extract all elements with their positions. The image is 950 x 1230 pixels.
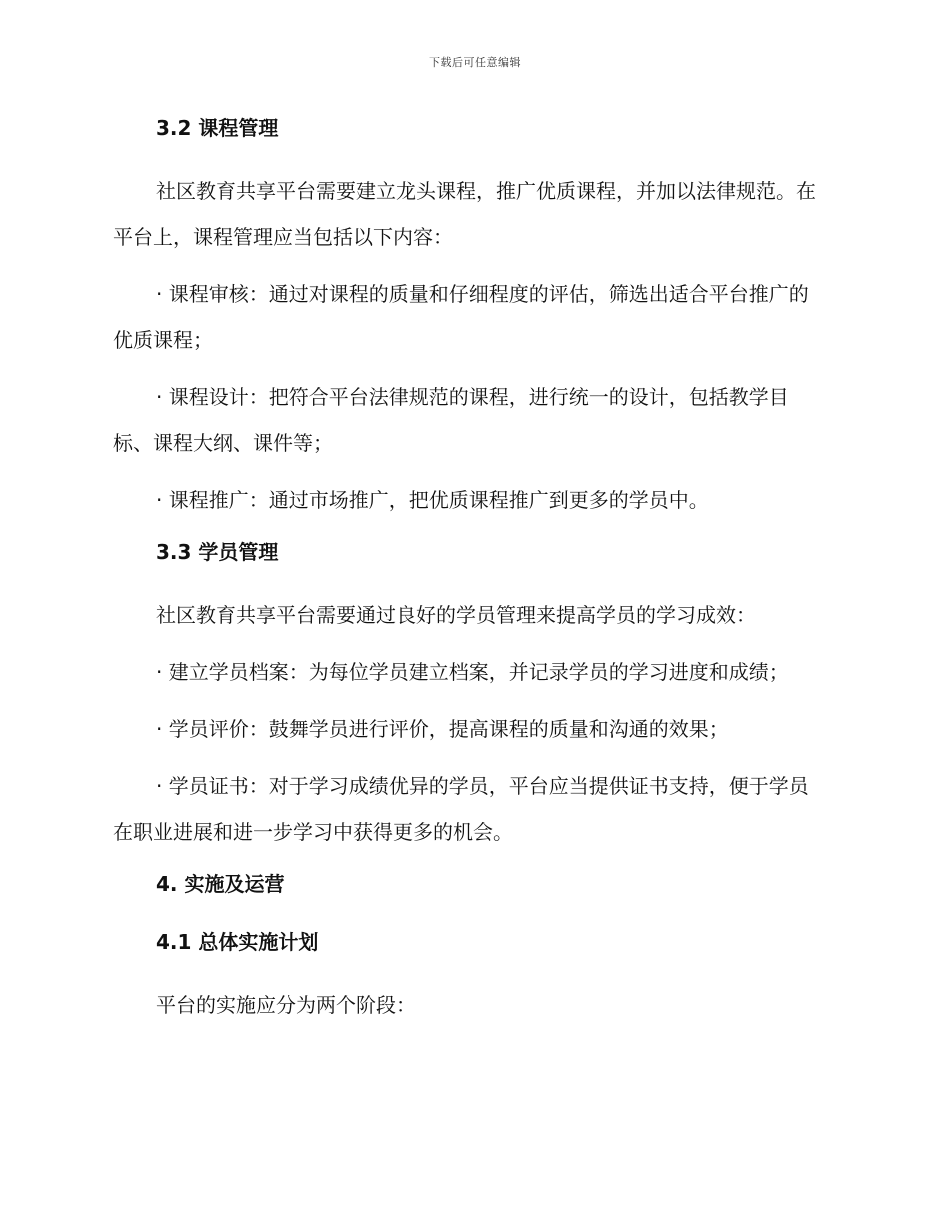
document-body [113, 110, 825, 1028]
list-item-student-evaluation: · 学员评价：鼓舞学员进行评价，提高课程的质量和沟通的效果； [156, 717, 729, 741]
section-heading-4-1: 4.1 总体实施计划 [156, 930, 319, 954]
page-header-note: 下载后可任意编辑 [429, 56, 521, 69]
section-heading-3-3: 3.3 学员管理 [156, 540, 279, 564]
list-item-course-promotion: · 课程推广：通过市场推广，把优质课程推广到更多的学员中。 [156, 488, 709, 512]
section-heading-3-2: 3.2 课程管理 [156, 116, 279, 140]
list-item-course-review: · 课程审核：通过对课程的质量和仔细程度的评估，筛选出适合平台推广的优质课程； [113, 282, 809, 352]
list-item-student-certificate: · 学员证书：对于学习成绩优异的学员，平台应当提供证书支持，便于学员在职业进展和进一步学习中获得更多的机会。 [113, 774, 809, 844]
paragraph-student-intro: 社区教育共享平台需要通过良好的学员管理来提高学员的学习成效： [156, 603, 756, 627]
section-heading-4: 4. 实施及运营 [156, 872, 285, 896]
paragraph-implementation-intro: 平台的实施应分为两个阶段： [156, 993, 416, 1017]
list-item-student-records: · 建立学员档案：为每位学员建立档案，并记录学员的学习进度和成绩； [156, 660, 789, 684]
list-item-course-design: · 课程设计：把符合平台法律规范的课程，进行统一的设计，包括教学目标、课程大纲、课件等； [113, 385, 789, 455]
paragraph-course-intro: 社区教育共享平台需要建立龙头课程，推广优质课程，并加以法律规范。在平台上，课程管理应当包括以下内容： [113, 179, 816, 249]
